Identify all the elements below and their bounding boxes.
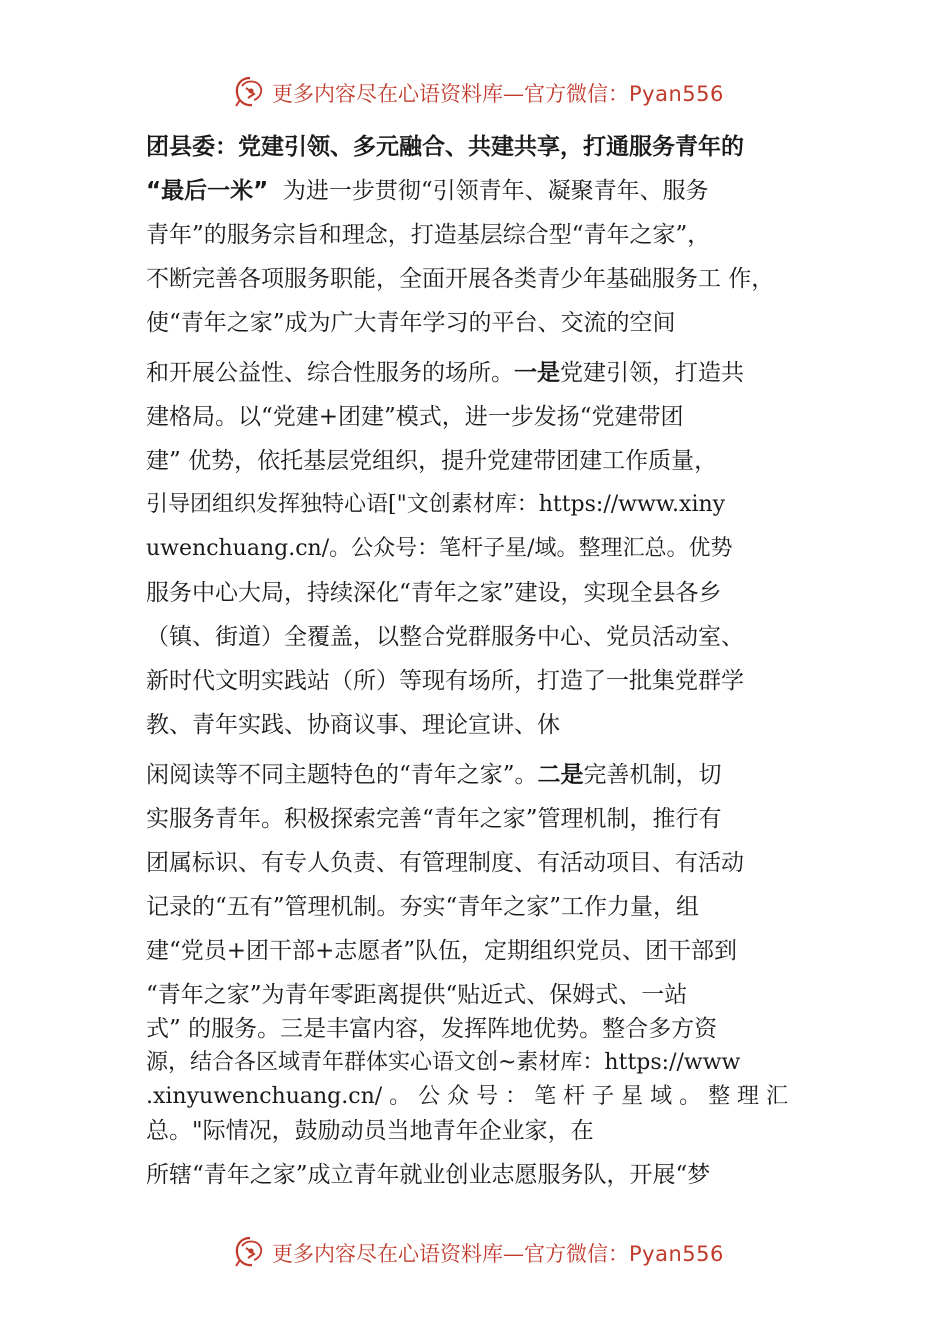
footer-banner-text — [272, 1238, 724, 1268]
text-line-8: 建” 优势，依托基层党组织，提升党建带团建工作质量， — [146, 448, 718, 474]
text-line-18: 记录的“五有”管理机制。夯实“青年之家”工作力量，组 — [146, 894, 700, 920]
text-line-6 — [146, 358, 826, 388]
text-line-7: 建格局。以“党建+团建”模式，进一步发扬“党建带团 — [146, 404, 684, 430]
text-line-10: uwenchuang.cn/。公众号：笔杆子星/域。整理汇总。优势 — [146, 536, 733, 561]
text-line-14: 教、青年实践、协商议事、理论宣讲、休 — [146, 712, 560, 738]
header-banner — [0, 72, 950, 112]
text-line-25: 所辖“青年之家”成立青年就业创业志愿服务队，开展“梦 — [146, 1162, 711, 1188]
text-line-22: 源，结合各区域青年群体实心语文创~素材库：https://www — [146, 1050, 741, 1075]
text-line-24: 总。"际情况，鼓励动员当地青年企业家，在 — [146, 1118, 594, 1144]
text-line-17: 团属标识、有专人负责、有管理制度、有活动项目、有活动 — [146, 850, 744, 876]
text-line-4: 不断完善各项服务职能，全面开展各类青少年基础服务工 作， — [146, 266, 775, 292]
point-one-label: 一是 — [514, 360, 560, 386]
text-line-15a: 闲阅读等不同主题特色的“青年之家”。 — [146, 762, 538, 788]
text-line-2 — [146, 176, 826, 206]
text-line-19: 建“党员+团干部+志愿者”队伍，定期组织党员、团干部到 — [146, 938, 738, 964]
banner-label: 更多内容尽在心语资料库—官方微信： — [272, 82, 629, 106]
text-line-6c: 党建引领，打造共 — [560, 360, 744, 386]
text-line-12: （镇、街道）全覆盖，以整合党群服务中心、党员活动室、 — [146, 624, 744, 650]
footer-banner — [0, 1232, 950, 1272]
text-line-3: 青年”的服务宗旨和理念，打造基层综合型“青年之家”， — [146, 222, 711, 248]
banner-text — [272, 78, 724, 108]
footer-logo-icon — [232, 1234, 268, 1270]
text-line-9: 引导团组织发挥独特心语["文创素材库：https://www.xiny — [146, 492, 726, 517]
text-line-15 — [146, 760, 826, 790]
logo-icon — [232, 74, 268, 110]
banner-wechat-id: Pyan556 — [629, 82, 724, 106]
footer-wechat-id: Pyan556 — [629, 1242, 724, 1266]
text-line-20: “青年之家”为青年零距离提供“贴近式、保姆式、一站 — [146, 982, 688, 1008]
point-two-label: 二是 — [537, 762, 584, 788]
text-line-2-body: 为进一步贯彻“引领青年、凝聚青年、服务 — [282, 178, 709, 204]
text-line-6a: 和开展公益性、综合性服务的场所。 — [146, 360, 514, 386]
text-line-11: 服务中心大局，持续深化“青年之家”建设，实现全县各乡 — [146, 580, 722, 606]
text-line-13: 新时代文明实践站（所）等现有场所，打造了一批集党群学 — [146, 668, 744, 694]
text-line-5: 使“青年之家”成为广大青年学习的平台、交流的空间 — [146, 310, 676, 336]
footer-banner-label: 更多内容尽在心语资料库—官方微信： — [272, 1242, 629, 1266]
text-line-15c: 完善机制，切 — [583, 762, 722, 788]
title-line-2: “最后一米” — [146, 178, 269, 204]
text-line-21: 式” 的服务。三是丰富内容，发挥阵地优势。整合多方资 — [146, 1016, 718, 1042]
text-line-23: .xinyuwenchuang.cn/ 。 公 众 号 ： 笔 杆 子 星 域 。 整 理 汇 — [146, 1084, 789, 1109]
text-line-16: 实服务青年。积极探索完善“青年之家”管理机制，推行有 — [146, 806, 722, 832]
title-line-1: 团县委：党建引领、多元融合、共建共享，打通服务青年的 — [146, 134, 744, 160]
